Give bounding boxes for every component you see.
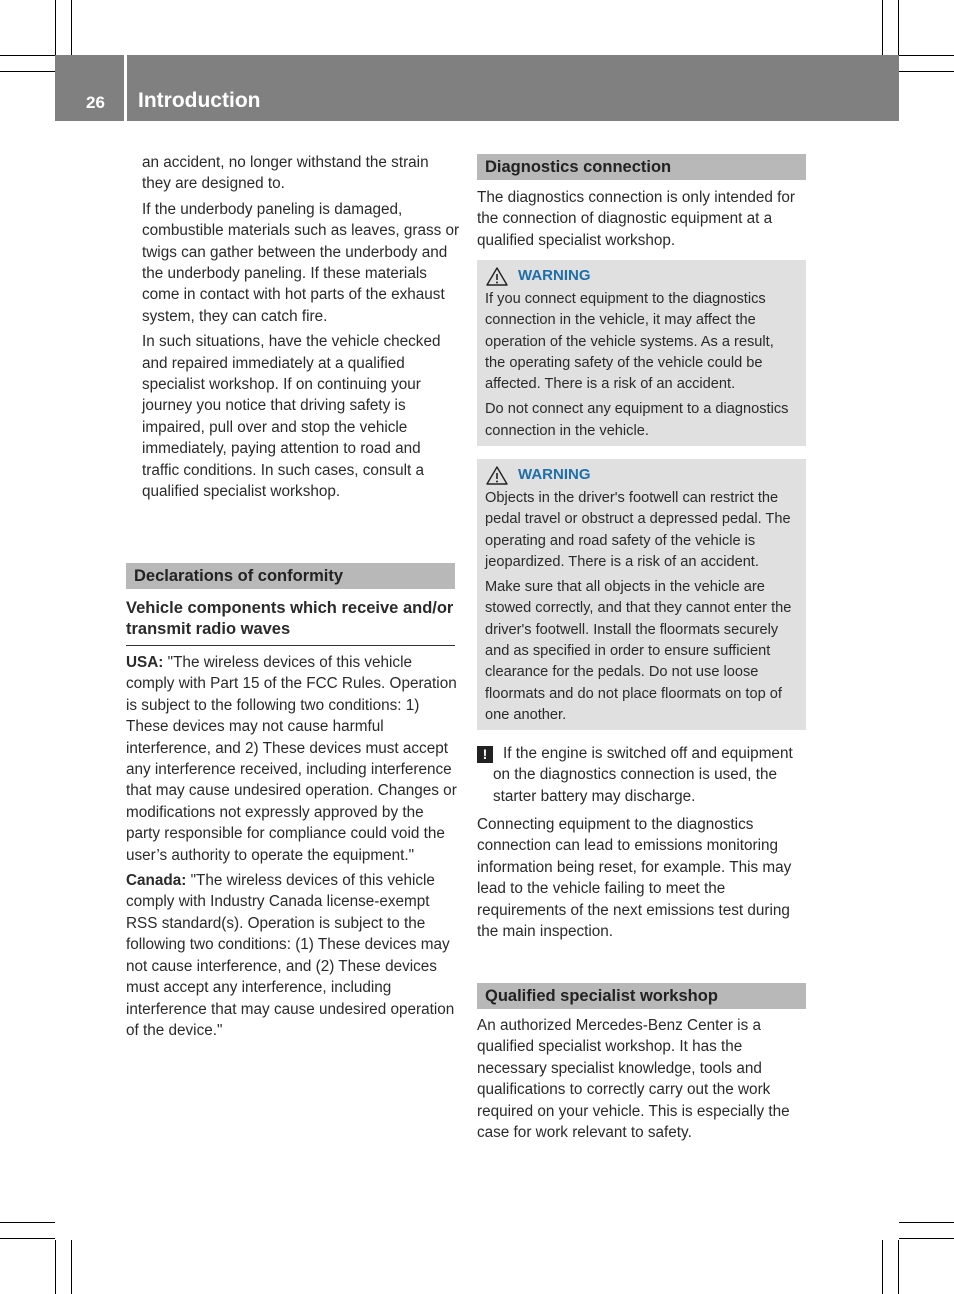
paragraph: In such situations, have the vehicle checked and repaired immediately at a qualified specialist workshop. If on continuing your journey you notice that driving safety is impaired, pull over and stop the vehicle immediately, paying attention to road and traffic conditions. In such cases, consult a qualified specialist workshop. — [142, 333, 441, 501]
section-title: Introduction — [138, 89, 261, 112]
crop-mark — [0, 1222, 55, 1223]
note-text: If the engine is switched off and equipment on the diagnostics connection is used, the starter battery may discharge. — [493, 745, 793, 805]
warning-box — [477, 459, 806, 730]
crop-mark — [0, 55, 55, 56]
note — [477, 743, 807, 807]
intro-text — [142, 152, 460, 507]
crop-mark — [55, 1240, 56, 1294]
canada-text: "The wireless devices of this vehicle comply with Industry Canada license-exempt RSS standard(s). Operation is subject to the following two conditions: (1) These devices may not cause interference, and (2) These devices must accept any interference, including interference that may cause undesired operation of the device." — [126, 872, 455, 1039]
crop-mark — [898, 0, 899, 55]
warning-label: WARNING — [518, 466, 591, 484]
canada-paragraph — [126, 870, 460, 1041]
crop-mark — [55, 0, 56, 55]
crop-mark — [898, 1240, 899, 1294]
paragraph: The diagnostics connection is only intended for the connection of diagnostic equipment at a qualified specialist workshop. — [477, 189, 796, 249]
warning-triangle-icon — [486, 466, 508, 485]
crop-mark — [0, 71, 55, 72]
crop-mark — [71, 0, 72, 55]
workshop-text — [477, 1015, 812, 1147]
crop-mark — [899, 1222, 954, 1223]
warning-paragraph: If you connect equipment to the diagnostics connection in the vehicle, it may affect the operation of the vehicle systems. As a result, the operating safety of the vehicle could be affected. There is a risk of an accident. — [485, 291, 774, 393]
header-divider — [124, 55, 127, 121]
usa-paragraph — [126, 652, 460, 866]
diagnostics-intro — [477, 187, 812, 255]
declarations-heading: Declarations of conformity — [126, 563, 455, 589]
warning-paragraph: Make sure that all objects in the vehicle are stowed correctly, and that they cannot enter the driver's footwell. Install the floormats securely and as specified in order to ensure sufficient clearance for the pedals. Do not use loose floormats and do not place floormats on top of one another. — [485, 579, 792, 723]
crop-mark — [882, 1240, 883, 1294]
paragraph: An authorized Mercedes-Benz Center is a qualified specialist workshop. It has the necessary specialist knowledge, tools and qualifications to correctly carry out the work required on your vehicle. This is especially the case for work relevant to safety. — [477, 1017, 790, 1142]
usa-label: USA: — [126, 654, 164, 671]
page-number: 26 — [86, 93, 105, 112]
warning-triangle-icon — [486, 267, 508, 286]
crop-mark — [882, 0, 883, 55]
warning-label: WARNING — [518, 267, 591, 285]
workshop-heading: Qualified specialist workshop — [477, 983, 806, 1009]
radio-subheading: Vehicle components which receive and/or transmit radio waves — [126, 598, 455, 646]
paragraph: an accident, no longer withstand the strain they are designed to. — [142, 154, 429, 193]
crop-mark — [899, 71, 954, 72]
exclamation-note-icon: ! — [477, 746, 493, 763]
canada-label: Canada: — [126, 872, 187, 890]
paragraph: Connecting equipment to the diagnostics connection can lead to emissions monitoring information being reset, for example. This may lead to the vehicle failing to meet the requirements of the next emissions test during the main inspection. — [477, 816, 792, 941]
crop-mark — [899, 55, 954, 56]
crop-mark — [71, 1240, 72, 1294]
paragraph: If the underbody paneling is damaged, combustible materials such as leaves, grass or twigs can gather between the underbody and the underbody paneling. If these materials come in contact with hot parts of the exhaust system, they can catch fire. — [142, 200, 460, 325]
crop-mark — [0, 1238, 55, 1239]
diagnostics-heading: Diagnostics connection — [477, 154, 806, 180]
crop-mark — [899, 1238, 954, 1239]
warning-paragraph: Objects in the driver's footwell can restrict the pedal travel or obstruct a depressed pedal. The operating and road safety of the vehicle is jeopardized. There is a risk of an accident. — [485, 490, 791, 570]
warning-paragraph: Do not connect any equipment to a diagnostics connection in the vehicle. — [485, 401, 789, 439]
warning-box — [477, 260, 806, 446]
warning-title — [485, 462, 798, 488]
conformity-text — [126, 652, 460, 1045]
warning-title — [485, 263, 798, 289]
emissions-text — [477, 814, 812, 946]
usa-text: "The wireless devices of this vehicle comply with Part 15 of the FCC Rules. Operation is subject to the following two conditions: 1) These devices may not cause harmful interference, and 2) These devices must accept any interference received, including interference that may cause undesired operation. Changes or modifications not expressly approved by the party responsible for compliance could void the user’s authority to operate the equipment." — [126, 654, 457, 864]
